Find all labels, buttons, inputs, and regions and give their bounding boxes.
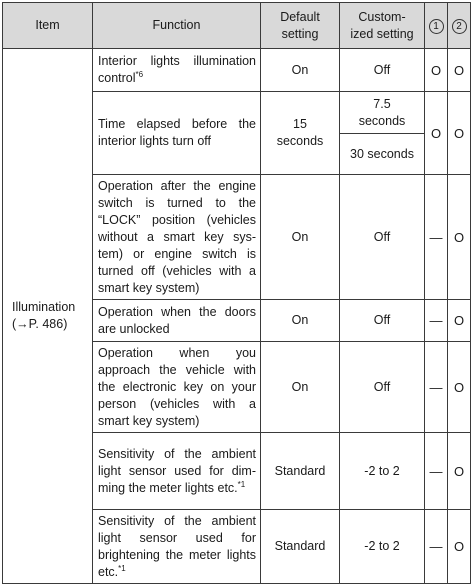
default-cell: On [261, 342, 340, 433]
footnote-mark: *1 [237, 479, 246, 489]
custom-cell: 30 seconds [340, 134, 425, 175]
footnote-mark: *1 [118, 563, 126, 573]
header-default-setting: Default setting [261, 3, 340, 49]
custom-cell: Off [340, 300, 425, 342]
col2-cell: O [448, 49, 471, 92]
header-function: Function [93, 3, 261, 49]
default-cell: On [261, 49, 340, 92]
function-cell: Sensitivity of the ambient light sensor used for dim-ming the meter lights etc.$^{*1}$ [93, 433, 261, 510]
col2-cell: O [448, 510, 471, 584]
col1-cell: O [425, 92, 448, 175]
customization-table [2, 2, 471, 584]
function-cell: Interior lights illumination control$^{*6}$ [93, 49, 261, 92]
default-cell: On [261, 175, 340, 300]
custom-cell: Off [340, 342, 425, 433]
default-cell: 15 seconds [261, 92, 340, 175]
function-cell: Operation when the doors are unlocked [93, 300, 261, 342]
circled-2-icon: 2 [452, 19, 467, 34]
header-customized-setting: Custom- ized setting [340, 3, 425, 49]
default-cell: On [261, 300, 340, 342]
col1-cell: — [425, 300, 448, 342]
circled-1-icon: 1 [429, 19, 444, 34]
page-reference: (→P. 486) [12, 317, 68, 331]
col2-cell: O [448, 300, 471, 342]
col2-cell: O [448, 92, 471, 175]
custom-cell: Off [340, 175, 425, 300]
item-cell-illumination: Illumination (→P. 486) [3, 49, 93, 584]
header-column-2 [448, 3, 471, 49]
custom-cell: 7.5 seconds [340, 92, 425, 134]
col1-cell: — [425, 433, 448, 510]
custom-cell: -2 to 2 [340, 433, 425, 510]
header-item: Item [3, 3, 93, 49]
col1-cell: — [425, 175, 448, 300]
custom-cell: -2 to 2 [340, 510, 425, 584]
function-cell: Operation when you approach the vehicle with the electronic key on your person (vehicles with a smart key system) [93, 342, 261, 433]
header-row [3, 3, 471, 49]
header-column-1 [425, 3, 448, 49]
custom-cell: Off [340, 49, 425, 92]
col1-cell: O [425, 49, 448, 92]
table-row [3, 49, 471, 92]
function-cell: Operation after the engine switch is turned to the “LOCK” position (vehicles without a smart key sys-tem) or engine switch is turned off (vehicles with a smart key system) [93, 175, 261, 300]
col1-cell: — [425, 342, 448, 433]
default-cell: Standard [261, 433, 340, 510]
function-cell: Sensitivity of the ambient light sensor used for brightening the meter lights etc.$^{*1}$ [93, 510, 261, 584]
col1-cell: — [425, 510, 448, 584]
footnote-mark: *6 [135, 70, 144, 79]
col2-cell: O [448, 342, 471, 433]
col2-cell: O [448, 433, 471, 510]
function-cell: Time elapsed before the interior lights turn off [93, 92, 261, 175]
default-cell: Standard [261, 510, 340, 584]
col2-cell: O [448, 175, 471, 300]
